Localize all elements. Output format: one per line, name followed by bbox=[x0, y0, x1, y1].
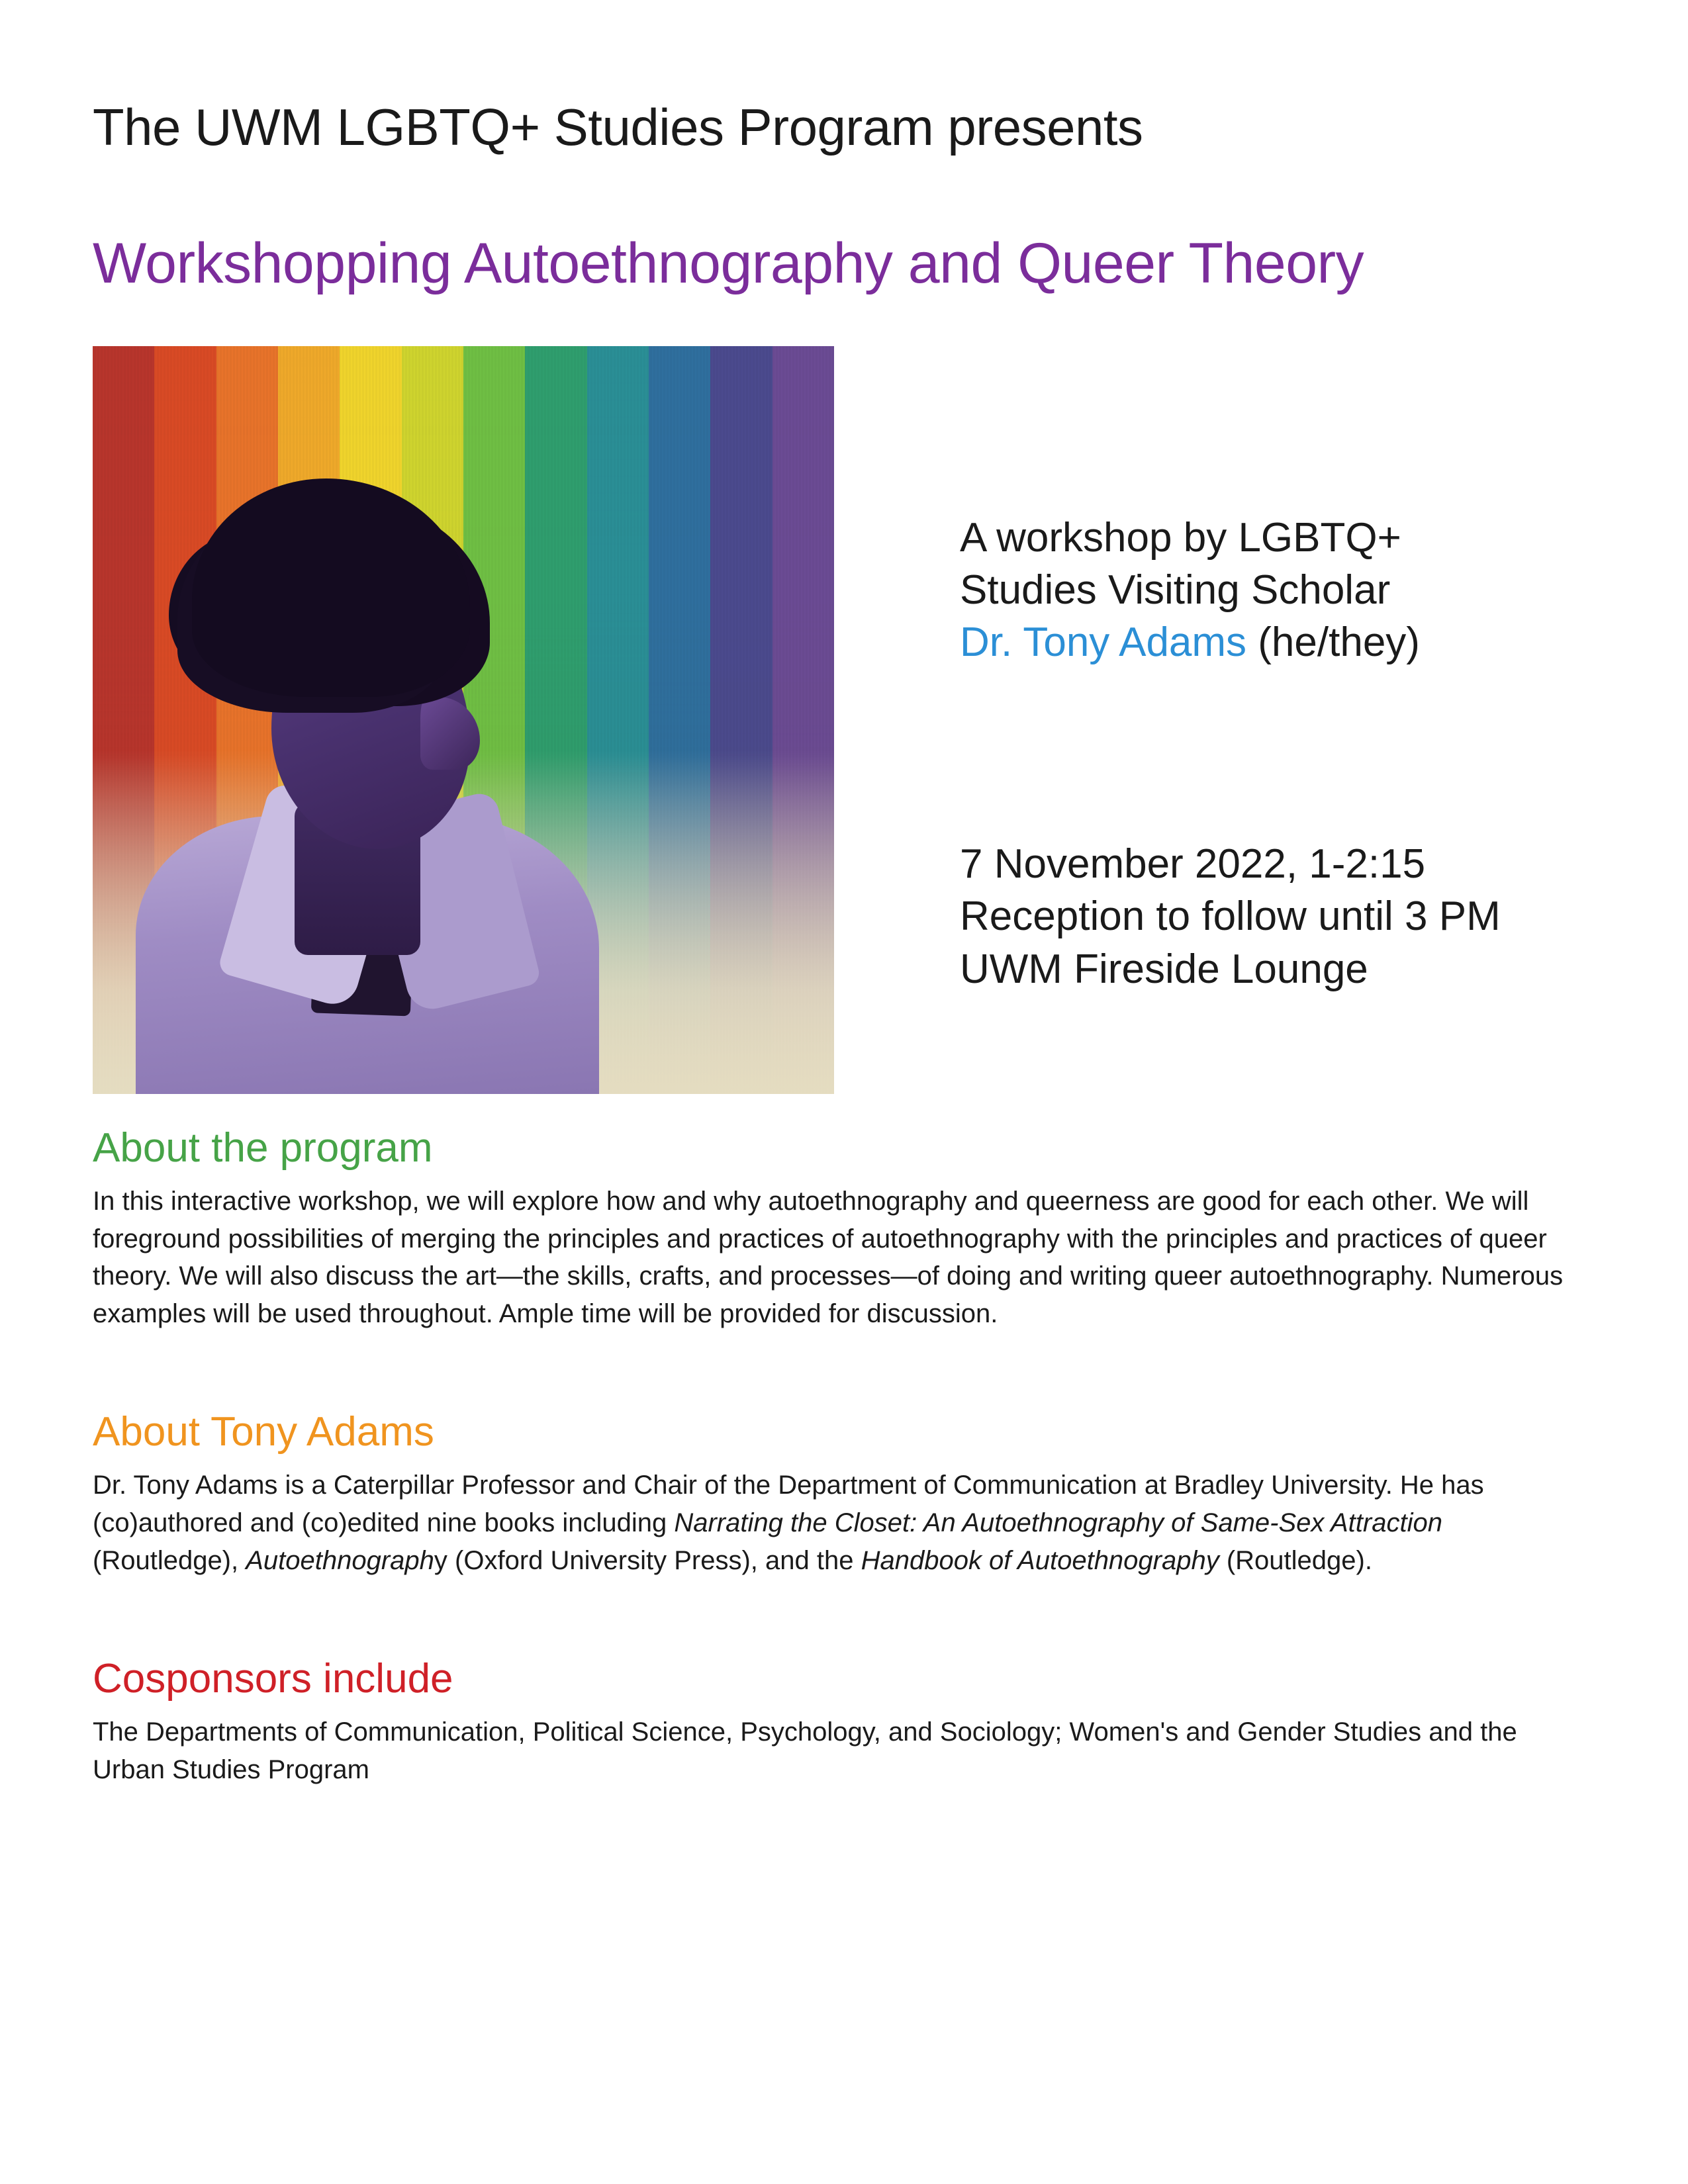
bio-part-4: (Routledge). bbox=[1219, 1545, 1372, 1575]
bio-part-3: y (Oxford University Press), and the bbox=[434, 1545, 861, 1575]
event-details bbox=[960, 838, 1595, 995]
book-title-1: Narrating the Closet: An Autoethnography of Same-Sex Attraction bbox=[674, 1508, 1442, 1538]
event-date-time: 7 November 2022, 1-2:15 bbox=[960, 841, 1426, 887]
speaker-name-line bbox=[960, 616, 1595, 668]
figure-profile bbox=[420, 697, 480, 770]
section-body-about-program: In this interactive workshop, we will explore how and why autoethnography and queerness are good for each other. We will foreground possibilities of merging the principles and practices of autoethnography with the principles and practices of queer theory. We will also discuss the art—the skills, crafts, and processes—of doing and writing queer autoethnography. Numerous examples will be used throughout. Ample time will be provided for discussion. bbox=[93, 1186, 1564, 1329]
speaker-name: Dr. Tony Adams bbox=[960, 619, 1247, 666]
speaker-line-1: A workshop by LGBTQ+ bbox=[960, 514, 1401, 561]
book-title-3: Handbook of Autoethnography bbox=[861, 1545, 1219, 1575]
hero-text bbox=[834, 346, 1595, 995]
presenter-line: The UWM LGBTQ+ Studies Program presents bbox=[93, 98, 1143, 156]
book-title-2: Autoethnograph bbox=[246, 1545, 434, 1575]
speaker-line-2: Studies Visiting Scholar bbox=[960, 567, 1391, 614]
bio-part-1: Dr. Tony Adams is a Caterpillar Professor and Chair of the Department of Communication at Bradley University. He has (co)authored and (co)edited nine books including bbox=[93, 1471, 1484, 1538]
page-title: Workshopping Autoethnography and Queer Theory bbox=[93, 231, 1364, 295]
section-heading-about-program: About the program bbox=[93, 1124, 433, 1171]
event-reception: Reception to follow until 3 PM bbox=[960, 893, 1501, 940]
section-heading-about-tony-adams: About Tony Adams bbox=[93, 1409, 434, 1455]
speaker-block bbox=[960, 512, 1595, 669]
section-body-cosponsors: The Departments of Communication, Political Science, Psychology, and Sociology; Women's and Gender Studies and the Urban Studies Program bbox=[93, 1717, 1517, 1784]
figure-hair bbox=[192, 478, 470, 697]
section-about-program bbox=[93, 1126, 1595, 1333]
section-body-about-tony-adams bbox=[93, 1467, 1595, 1579]
speaker-pronouns: (he/they) bbox=[1246, 619, 1420, 666]
section-heading-cosponsors: Cosponsors include bbox=[93, 1655, 453, 1702]
section-cosponsors bbox=[93, 1657, 1595, 1789]
artwork-image bbox=[93, 346, 834, 1094]
section-about-tony-adams bbox=[93, 1410, 1595, 1580]
portrait-figure bbox=[129, 432, 606, 1094]
hero-row bbox=[93, 346, 1595, 1094]
event-location: UWM Fireside Lounge bbox=[960, 946, 1368, 992]
bio-part-2: (Routledge), bbox=[93, 1545, 246, 1575]
